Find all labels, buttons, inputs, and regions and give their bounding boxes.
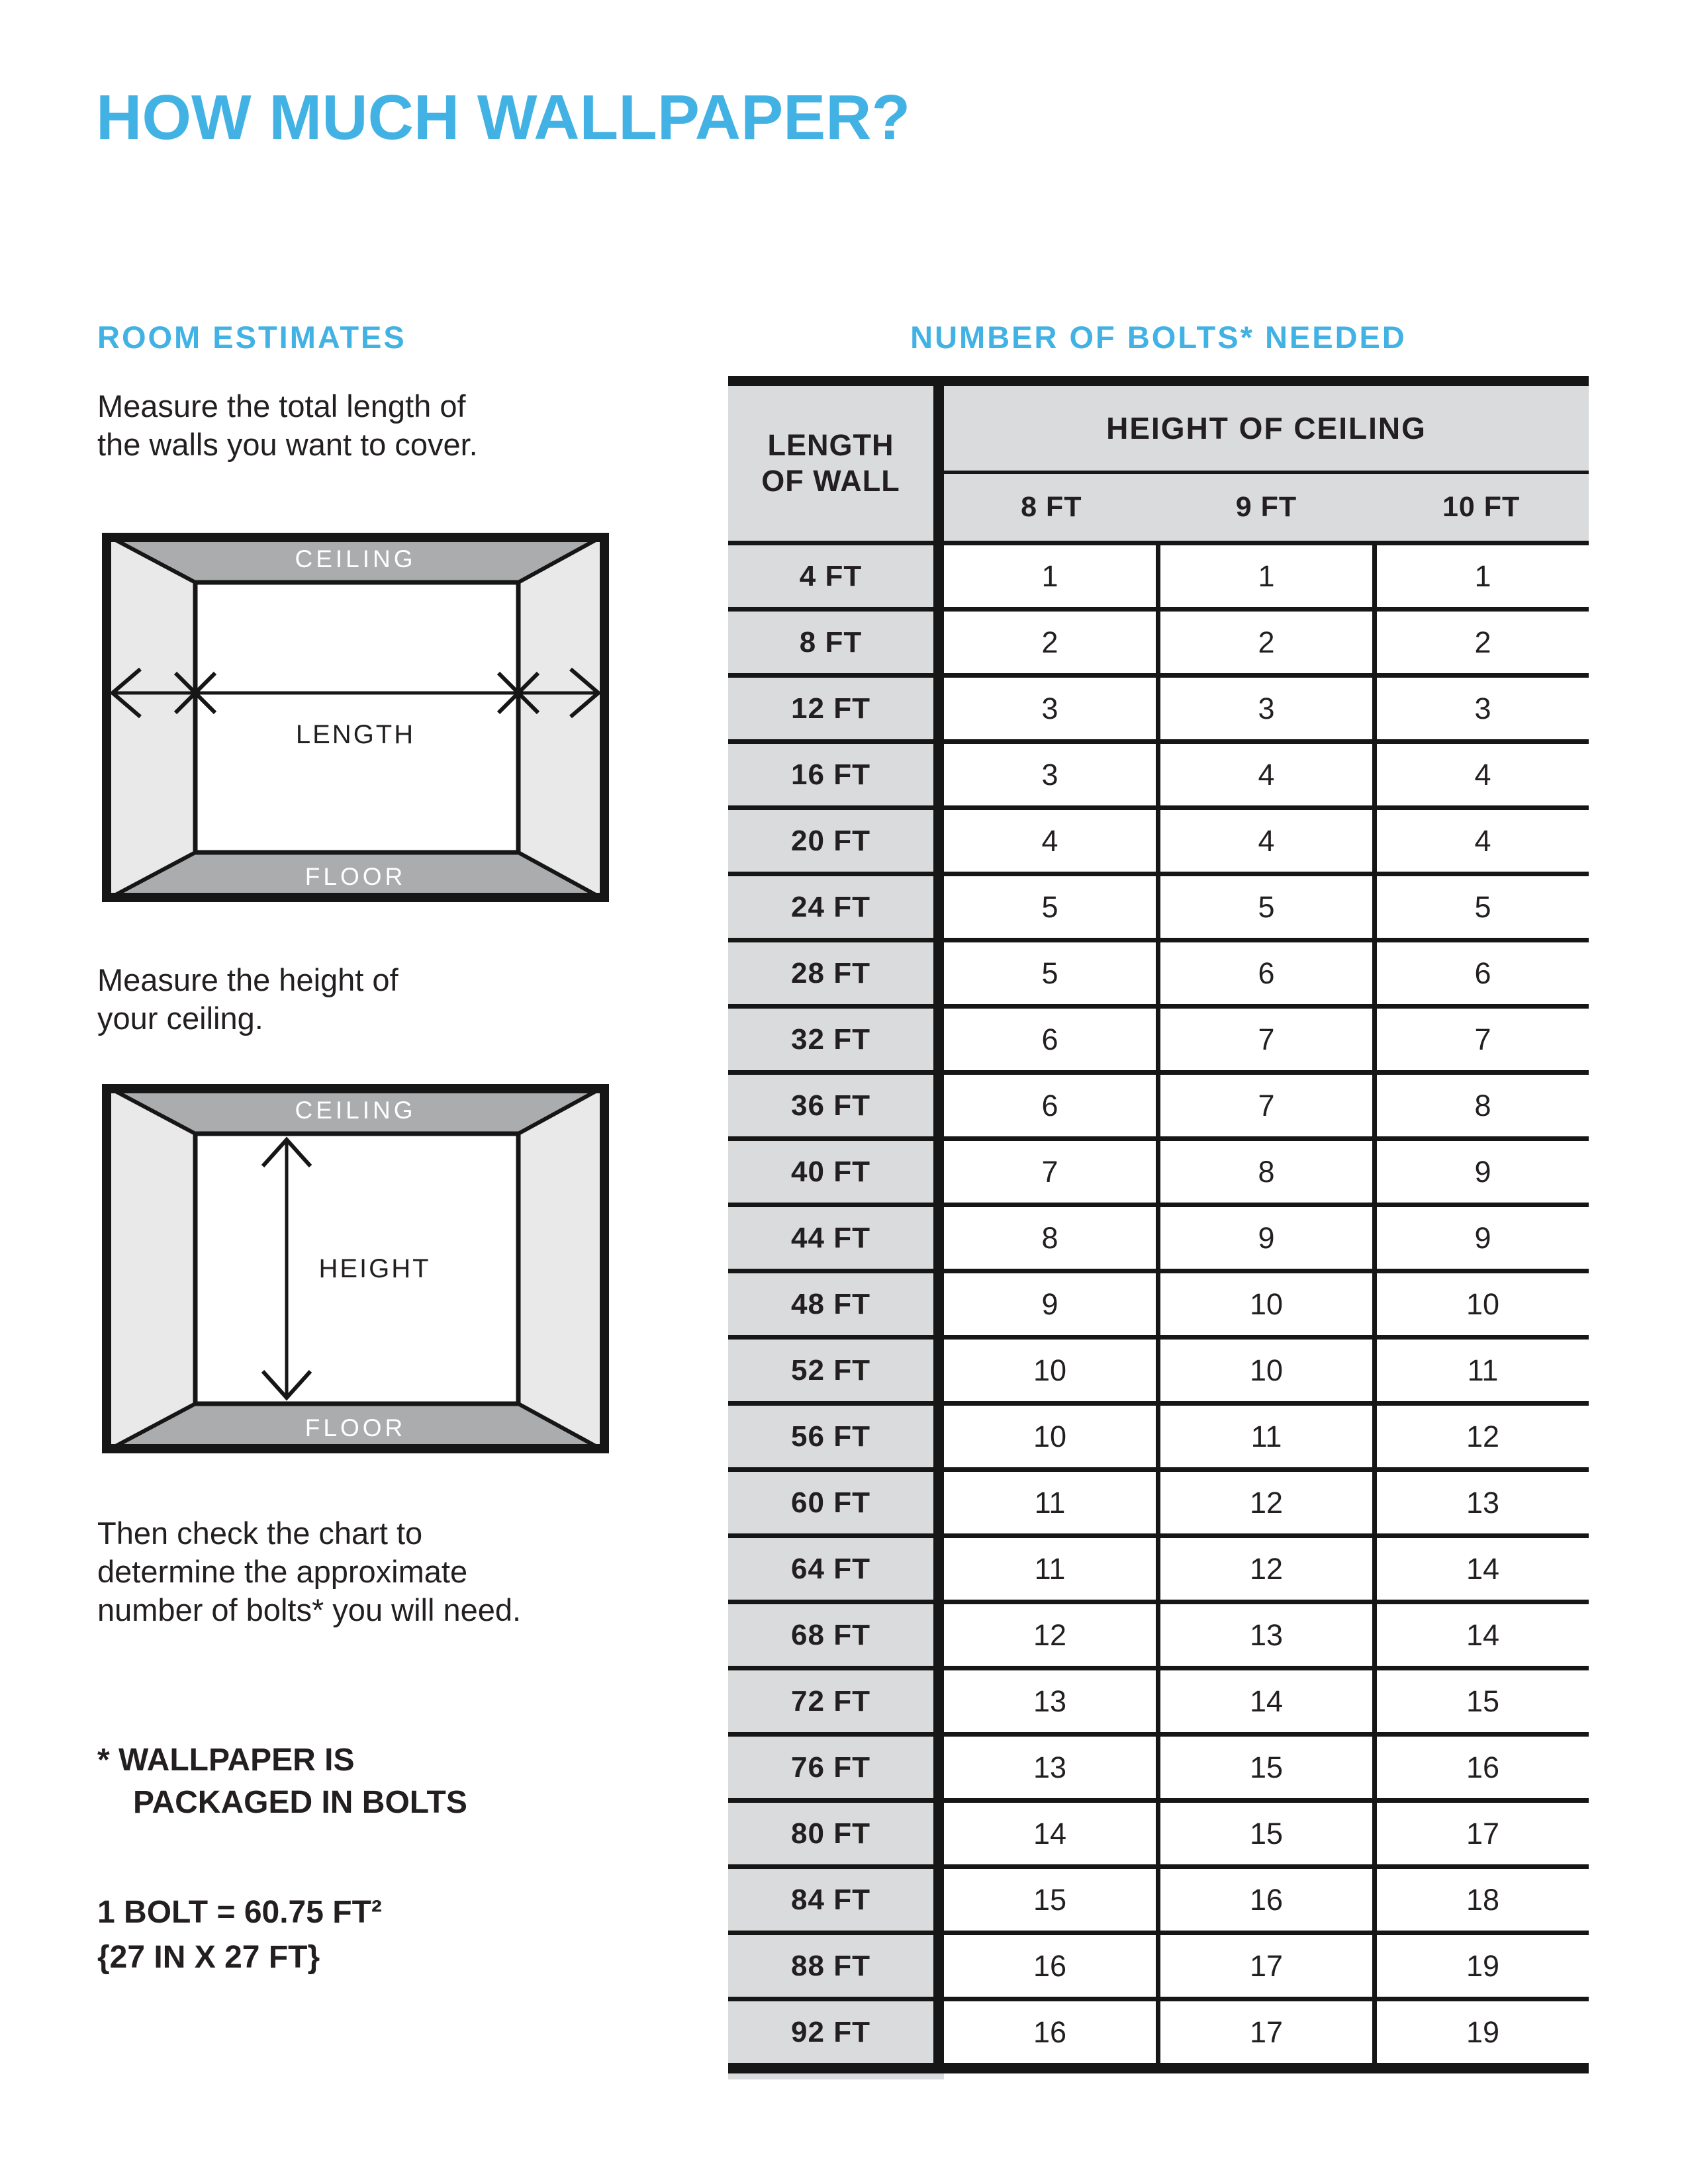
bolt-count-cell: 9 [1372, 1141, 1589, 1203]
bolt-count-cell: 10 [1156, 1340, 1372, 1401]
bolt-count-cell: 8 [1041, 1220, 1058, 1255]
floor-label: FLOOR [305, 1414, 406, 1441]
bolt-count-cell: 5 [1041, 889, 1058, 924]
row-label: 84 FT [728, 1869, 944, 1931]
bolt-count-cell: 1 [1156, 545, 1372, 607]
bolt-count-cell: 15 [1156, 1737, 1372, 1798]
table-row [728, 872, 1589, 938]
table-footer-tab [728, 2073, 944, 2079]
table-row [728, 1004, 1589, 1070]
bolt-count-cell: 6 [1041, 1022, 1058, 1056]
row-label: 76 FT [728, 1737, 944, 1798]
floor-label: FLOOR [305, 863, 406, 890]
table-row [728, 1269, 1589, 1335]
table-row [728, 1533, 1589, 1600]
row-label: 20 FT [728, 810, 944, 872]
bolt-count-cell: 10 [1372, 1273, 1589, 1335]
bolt-count-cell: 17 [1156, 2001, 1372, 2063]
bolt-count-cell: 19 [1372, 1935, 1589, 1997]
bolt-count-cell: 4 [1041, 823, 1058, 858]
bolt-count-cell: 13 [1033, 1750, 1067, 1784]
instruction-step-3 [97, 1514, 521, 1629]
instruction-step-1 [97, 387, 478, 464]
table-row [728, 1335, 1589, 1401]
bolt-count-cell: 1 [1372, 545, 1589, 607]
bolt-count-cell: 9 [1372, 1207, 1589, 1269]
left-wall-panel [102, 533, 195, 902]
bolt-count-cell: 5 [1372, 876, 1589, 938]
instruction-line: determine the approximate [97, 1554, 468, 1589]
bolt-count-cell: 10 [1033, 1419, 1067, 1453]
row-label: 16 FT [728, 744, 944, 805]
bolt-count-cell: 14 [1372, 1604, 1589, 1666]
table-row [728, 1798, 1589, 1864]
bolt-count-cell: 10 [1033, 1353, 1067, 1387]
table-row [728, 1136, 1589, 1203]
bolt-size-line: 1 BOLT = 60.75 FT² [97, 1895, 382, 1930]
ceiling-label: CEILING [295, 1097, 416, 1124]
bolt-count-cell: 19 [1372, 2001, 1589, 2063]
table-heading: NUMBER OF BOLTS* NEEDED [910, 320, 1407, 355]
column-header: 9 FT [1235, 491, 1297, 523]
row-label: 24 FT [728, 876, 944, 938]
table-row [728, 1600, 1589, 1666]
bolt-count-cell: 12 [1156, 1538, 1372, 1600]
bolt-count-cell: 15 [1156, 1803, 1372, 1864]
bolt-count-cell: 18 [1372, 1869, 1589, 1931]
bolt-count-cell: 6 [1372, 942, 1589, 1004]
height-dim-label: HEIGHT [318, 1254, 431, 1283]
column-header: 8 FT [1021, 491, 1082, 523]
row-label: 36 FT [728, 1075, 944, 1136]
bolt-count-cell: 3 [1041, 757, 1058, 792]
table-row [728, 1070, 1589, 1136]
bolt-count-cell: 16 [1033, 1948, 1067, 1983]
bolt-count-cell: 2 [1372, 612, 1589, 673]
bolt-size-info [97, 1890, 382, 1980]
bolt-count-cell: 15 [1372, 1670, 1589, 1732]
instruction-line: Then check the chart to [97, 1516, 423, 1551]
column-header: 10 FT [1442, 491, 1521, 523]
bolt-count-cell: 3 [1156, 678, 1372, 739]
table-row [728, 1203, 1589, 1269]
bolt-count-cell: 7 [1041, 1154, 1058, 1189]
row-label: 88 FT [728, 1935, 944, 1997]
row-label: 12 FT [728, 678, 944, 739]
bolt-count-cell: 17 [1156, 1935, 1372, 1997]
bolt-count-cell: 4 [1372, 744, 1589, 805]
bolt-count-cell: 13 [1033, 1684, 1067, 1718]
table-row [728, 1666, 1589, 1732]
row-label: 8 FT [728, 612, 944, 673]
bolt-count-cell: 2 [1156, 612, 1372, 673]
instruction-line: your ceiling. [97, 1001, 263, 1036]
bolt-count-cell: 7 [1156, 1009, 1372, 1070]
bolt-size-line: {27 IN X 27 FT} [97, 1940, 320, 1975]
back-wall-panel [195, 582, 518, 852]
instruction-line: number of bolts* you will need. [97, 1592, 522, 1627]
row-label: 52 FT [728, 1340, 944, 1401]
row-group-header-line: OF WALL [761, 464, 900, 498]
bolt-count-cell: 9 [1156, 1207, 1372, 1269]
table-row [728, 541, 1589, 607]
column-header-row [944, 474, 1589, 541]
bolt-count-cell: 2 [1041, 625, 1058, 659]
bolt-count-cell: 6 [1041, 1088, 1058, 1122]
bolt-count-cell: 16 [1033, 2015, 1067, 2049]
bolt-count-cell: 8 [1372, 1075, 1589, 1136]
bolt-count-cell: 11 [1034, 1551, 1066, 1586]
bolt-count-cell: 14 [1033, 1816, 1067, 1850]
row-label: 4 FT [728, 545, 944, 607]
bolt-count-cell: 6 [1156, 942, 1372, 1004]
footnote-line: PACKAGED IN BOLTS [133, 1785, 467, 1820]
instruction-line: Measure the height of [97, 962, 399, 997]
row-label: 28 FT [728, 942, 944, 1004]
room-height-diagram-svg [102, 1084, 609, 1453]
bolt-count-cell: 7 [1372, 1009, 1589, 1070]
row-group-header [728, 386, 944, 541]
row-label: 40 FT [728, 1141, 944, 1203]
bolt-count-cell: 16 [1372, 1737, 1589, 1798]
row-label: 48 FT [728, 1273, 944, 1335]
bolt-count-cell: 11 [1372, 1340, 1589, 1401]
bolt-count-cell: 16 [1156, 1869, 1372, 1931]
bolt-count-cell: 9 [1041, 1287, 1058, 1321]
row-label: 72 FT [728, 1670, 944, 1732]
table-row [728, 805, 1589, 872]
row-label: 44 FT [728, 1207, 944, 1269]
row-label: 92 FT [728, 2001, 944, 2063]
bolt-count-cell: 15 [1033, 1882, 1067, 1917]
bolt-count-cell: 3 [1041, 691, 1058, 725]
bolt-count-cell: 12 [1156, 1472, 1372, 1533]
table-bottom-border [728, 2063, 1589, 2073]
table-row [728, 938, 1589, 1004]
table-header [728, 386, 1589, 541]
table-body [728, 541, 1589, 2063]
instruction-line: the walls you want to cover. [97, 427, 478, 462]
bolt-count-cell: 11 [1034, 1485, 1066, 1520]
left-wall-panel [102, 1084, 195, 1453]
row-group-header-line: LENGTH [767, 428, 894, 462]
table-row [728, 607, 1589, 673]
page-title: HOW MUCH WALLPAPER? [96, 82, 911, 153]
room-length-diagram-svg [102, 533, 609, 902]
table-row [728, 1997, 1589, 2063]
table-row [728, 1401, 1589, 1467]
bolt-count-cell: 4 [1372, 810, 1589, 872]
bolt-count-cell: 14 [1156, 1670, 1372, 1732]
bolt-count-cell: 1 [1041, 559, 1058, 593]
right-wall-panel [518, 1084, 609, 1453]
room-length-diagram [102, 533, 609, 902]
table-row [728, 1864, 1589, 1931]
bolt-count-cell: 5 [1041, 956, 1058, 990]
row-label: 68 FT [728, 1604, 944, 1666]
wallpaper-bolts-footnote [97, 1739, 467, 1824]
bolt-count-cell: 8 [1156, 1141, 1372, 1203]
right-wall-panel [518, 533, 609, 902]
row-label: 64 FT [728, 1538, 944, 1600]
bolt-count-cell: 3 [1372, 678, 1589, 739]
row-label: 56 FT [728, 1406, 944, 1467]
bolt-count-cell: 5 [1156, 876, 1372, 938]
footnote-line: * WALLPAPER IS [97, 1743, 355, 1778]
column-headers [944, 386, 1589, 541]
row-label: 60 FT [728, 1472, 944, 1533]
table-top-border [728, 376, 1589, 386]
instruction-line: Measure the total length of [97, 388, 466, 424]
bolt-count-cell: 13 [1156, 1604, 1372, 1666]
bolt-count-cell: 14 [1372, 1538, 1589, 1600]
row-label: 32 FT [728, 1009, 944, 1070]
table-row [728, 1732, 1589, 1798]
table-row [728, 1931, 1589, 1997]
row-label: 80 FT [728, 1803, 944, 1864]
bolt-count-cell: 12 [1033, 1617, 1067, 1652]
room-height-diagram [102, 1084, 609, 1453]
bolt-count-cell: 4 [1156, 810, 1372, 872]
table-row [728, 739, 1589, 805]
table-row [728, 1467, 1589, 1533]
bolt-count-cell: 13 [1372, 1472, 1589, 1533]
bolt-count-cell: 10 [1156, 1273, 1372, 1335]
table-row [728, 673, 1589, 739]
column-group-header: HEIGHT OF CEILING [944, 386, 1589, 474]
bolt-count-cell: 17 [1372, 1803, 1589, 1864]
room-estimates-heading: ROOM ESTIMATES [97, 320, 406, 355]
bolt-count-cell: 11 [1156, 1406, 1372, 1467]
bolt-count-cell: 4 [1156, 744, 1372, 805]
bolt-count-cell: 12 [1372, 1406, 1589, 1467]
bolt-count-cell: 7 [1156, 1075, 1372, 1136]
instruction-step-2 [97, 961, 399, 1038]
length-dim-label: LENGTH [295, 720, 416, 749]
bolts-table [728, 376, 1589, 2079]
ceiling-label: CEILING [295, 545, 416, 572]
